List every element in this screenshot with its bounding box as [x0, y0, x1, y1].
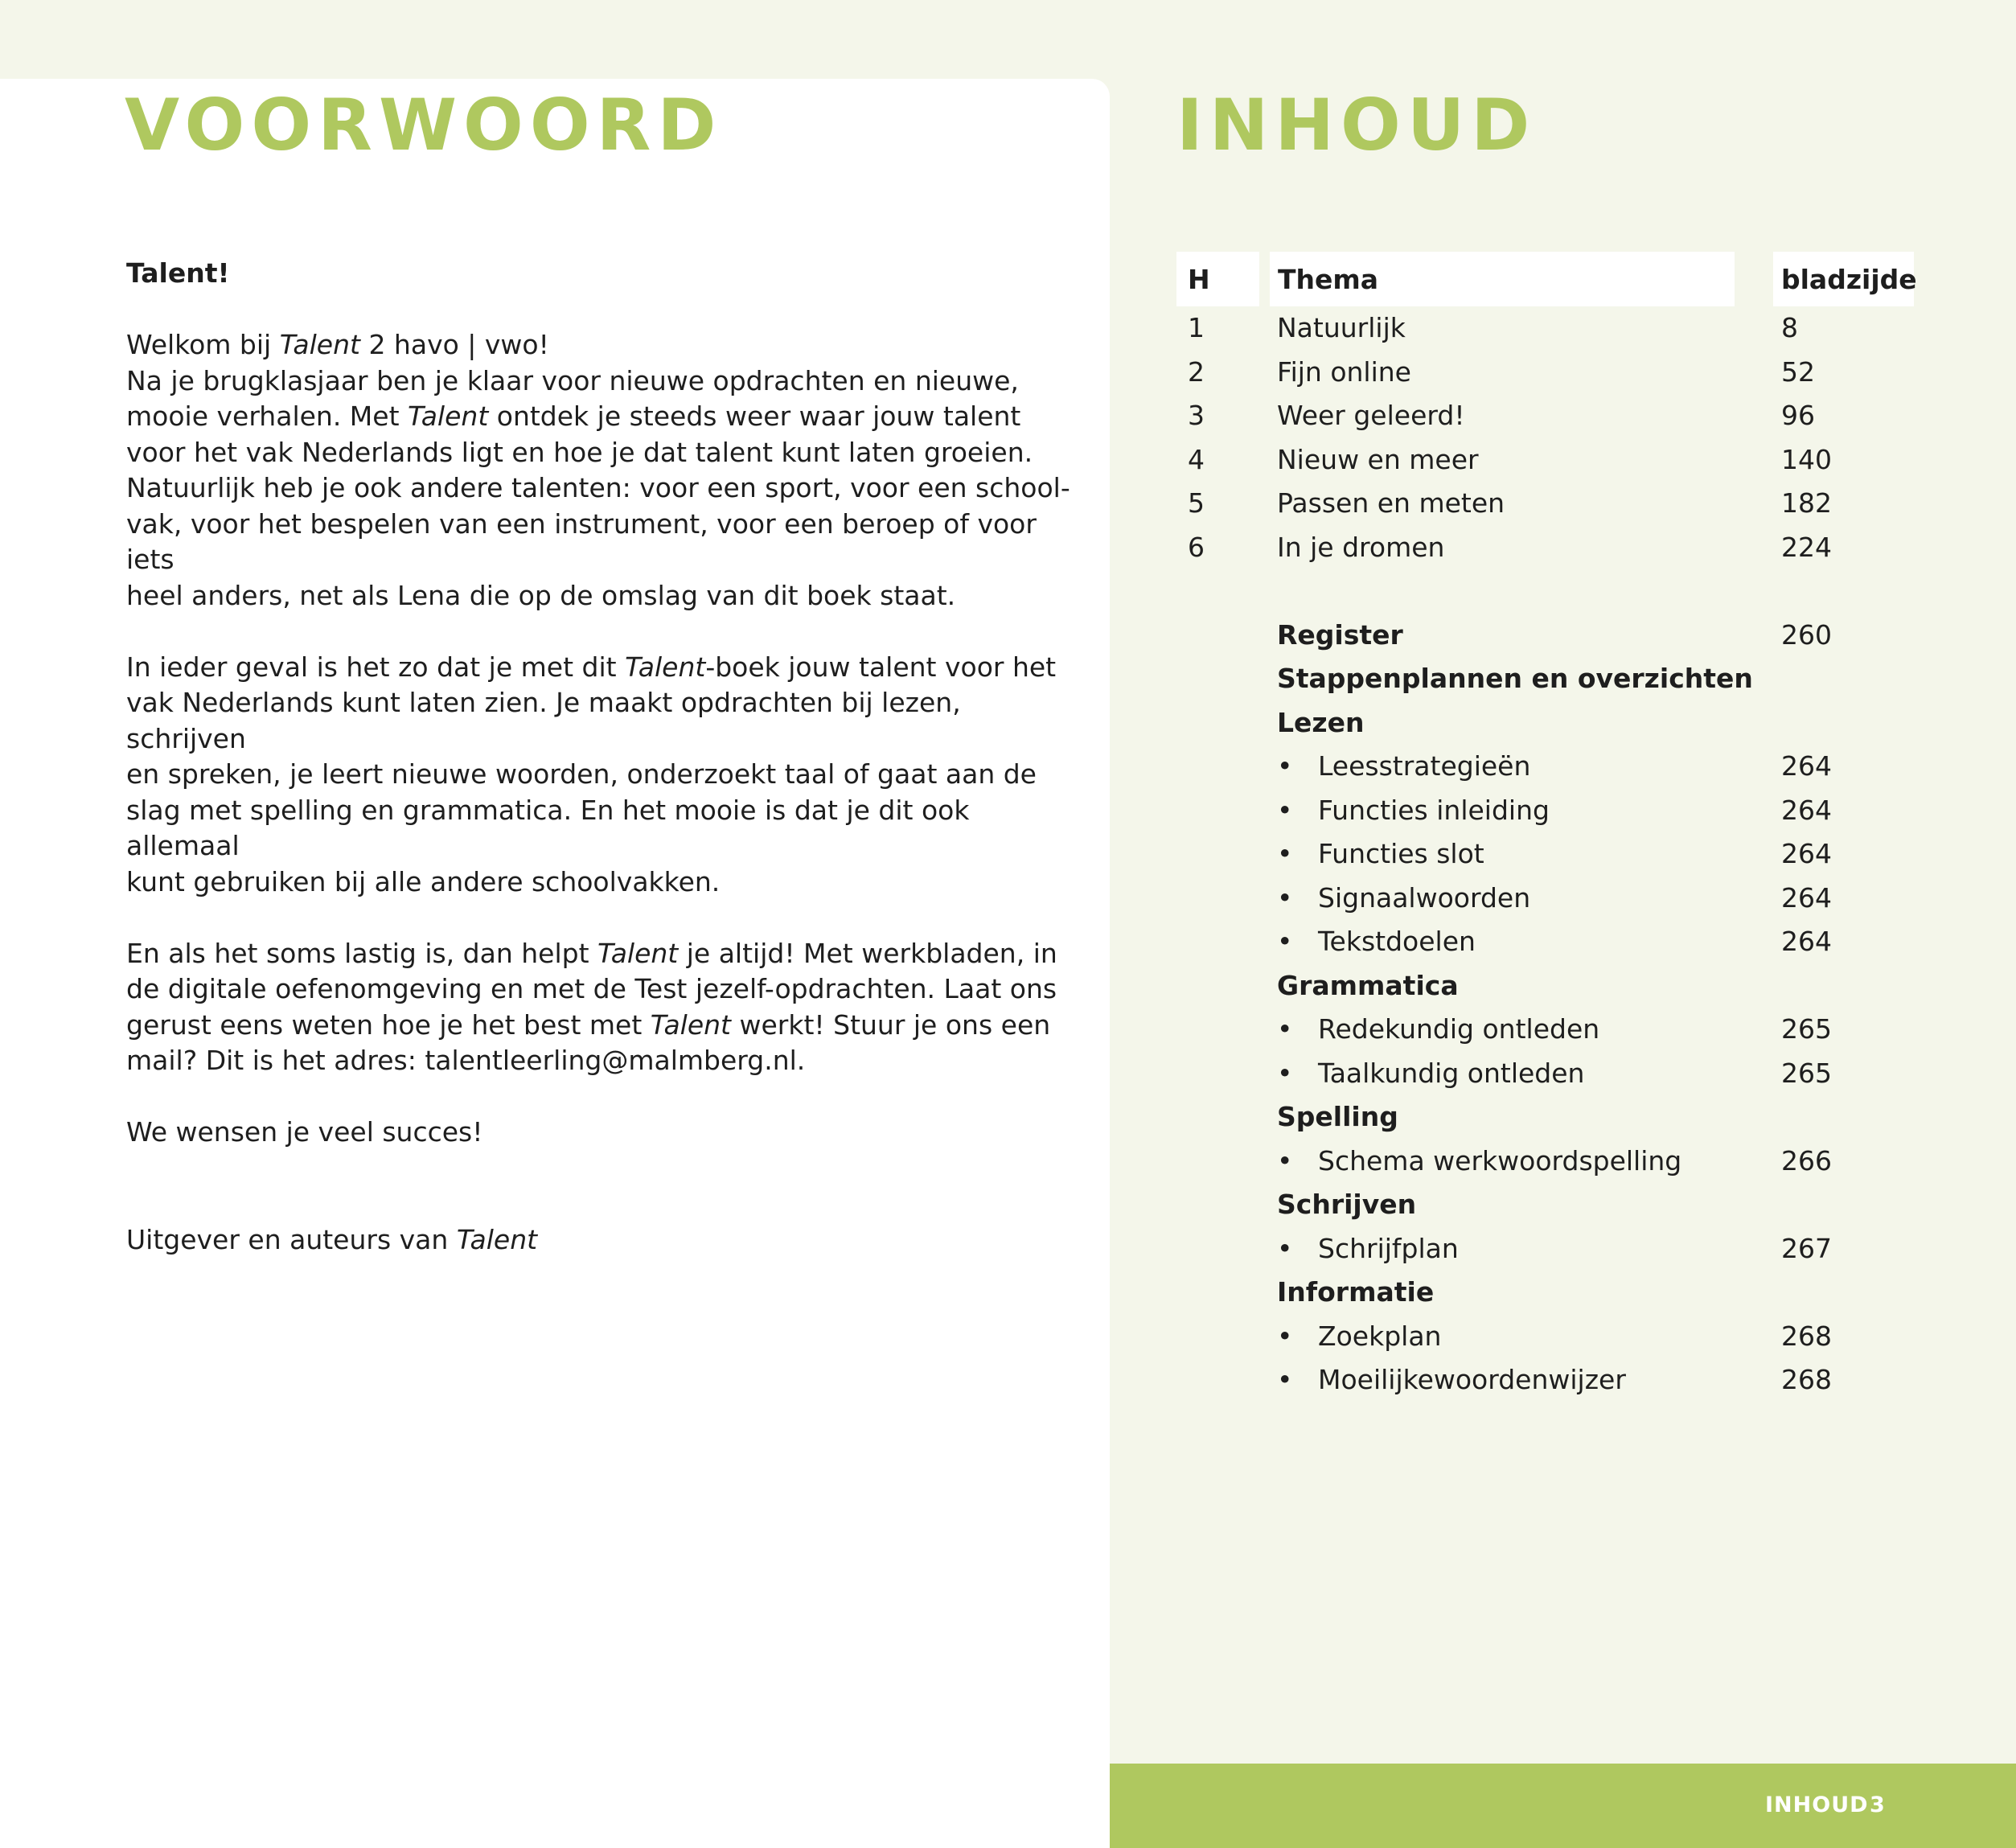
column-header-theme: Thema: [1270, 252, 1735, 306]
foreword-text: [126, 256, 1075, 1258]
toc-item[interactable]: • Redekundig ontleden 265: [1176, 1008, 1916, 1052]
toc-item[interactable]: • Zoekplan 268: [1176, 1315, 1916, 1359]
contents-heading: INHOUD: [1176, 84, 1537, 166]
bullet: •: [1277, 794, 1293, 826]
group-heading-schrijven: Schrijven: [1277, 1189, 1417, 1220]
chapter-row[interactable]: 2 Fijn online 52: [1188, 355, 1815, 388]
bullet: •: [1277, 1320, 1293, 1352]
toc-item[interactable]: • Leesstrategieën 264: [1176, 745, 1916, 789]
paragraph-line: gerust eens weten hoe je het best met Talent werkt! Stuur je ons een: [126, 1008, 1051, 1041]
bullet: •: [1277, 1364, 1293, 1395]
paragraph-line: heel anders, net als Lena die op de omslag van dit boek staat.: [126, 579, 956, 611]
paragraph-line: voor het vak Nederlands ligt en hoe je dat talent kunt laten groeien.: [126, 436, 1033, 468]
paragraph-line: en spreken, je leert nieuwe woorden, onderzoekt taal of gaat aan de: [126, 758, 1037, 790]
paragraph-line: mooie verhalen. Met Talent ontdek je steeds weer waar jouw talent: [126, 400, 1021, 432]
paragraph-line: Welkom bij Talent 2 havo | vwo!: [126, 329, 549, 360]
bullet: •: [1277, 881, 1293, 914]
bullet: •: [1277, 838, 1293, 869]
chapter-row[interactable]: 4 Nieuw en meer 140: [1188, 443, 1832, 475]
chapter-row[interactable]: 1 Natuurlijk 8: [1188, 312, 1798, 343]
paragraph-line: vak Nederlands kunt laten zien. Je maakt opdrachten bij lezen, schrijven: [126, 687, 961, 754]
signature: Uitgever en auteurs van Talent: [126, 1223, 538, 1255]
paragraph-line: In ieder geval is het zo dat je met dit Talent-boek jouw talent voor het: [126, 651, 1057, 683]
contents-header-row: [1176, 252, 1916, 306]
column-header-chapter: H: [1176, 252, 1259, 306]
chapter-row[interactable]: 3 Weer geleerd! 96: [1188, 400, 1815, 431]
chapter-row[interactable]: 5 Passen en meten 182: [1188, 487, 1832, 519]
footer-section-label: INHOUD: [1765, 1793, 1869, 1817]
bullet: •: [1277, 1013, 1293, 1045]
bullet: •: [1277, 1057, 1293, 1089]
greeting: Talent!: [126, 257, 230, 289]
bullet: •: [1277, 1232, 1293, 1264]
group-heading-grammatica: Grammatica: [1277, 969, 1459, 1001]
paragraph-line: En als het soms lastig is, dan helpt Talent je altijd! Met werkbladen, in: [126, 937, 1057, 969]
toc-item[interactable]: • Functies inleiding 264: [1176, 789, 1916, 833]
footer-bar: [1110, 1764, 2016, 1848]
toc-item[interactable]: • Signaalwoorden 264: [1176, 877, 1916, 921]
toc-item[interactable]: • Schrijfplan 267: [1176, 1227, 1916, 1271]
group-heading-informatie: Informatie: [1277, 1276, 1435, 1308]
register-row[interactable]: Register 260: [1277, 618, 1832, 651]
section-heading: Stappenplannen en overzichten: [1277, 663, 1753, 694]
toc-item[interactable]: • Taalkundig ontleden 265: [1176, 1052, 1916, 1096]
paragraph-line: slag met spelling en grammatica. En het mooie is dat je dit ook allemaal: [126, 794, 970, 861]
paragraph-line: de digitale oefenomgeving en met de Test jezelf-opdrachten. Laat ons: [126, 973, 1057, 1004]
paragraph-line: Na je brugklasjaar ben je klaar voor nieuwe opdrachten en nieuwe,: [126, 364, 1019, 396]
toc-item[interactable]: • Tekstdoelen 264: [1176, 920, 1916, 964]
chapter-row[interactable]: 6 In je dromen 224: [1188, 531, 1832, 563]
toc-item[interactable]: • Moeilijkewoordenwijzer 268: [1176, 1358, 1916, 1402]
paragraph-line: vak, voor het bespelen van een instrument, voor een beroep of voor iets: [126, 507, 1037, 575]
foreword-heading: VOORWOORD: [125, 84, 723, 166]
bullet: •: [1277, 926, 1293, 957]
group-heading-spelling: Spelling: [1277, 1101, 1398, 1132]
toc-item[interactable]: • Functies slot 264: [1176, 832, 1916, 877]
page-number: 3: [1870, 1793, 1885, 1817]
paragraph-line: mail? Dit is het adres: talentleerling@malmberg.nl.: [126, 1045, 806, 1076]
closing-line: We wensen je veel succes!: [126, 1116, 483, 1148]
paragraph-line: kunt gebruiken bij alle andere schoolvakken.: [126, 865, 721, 897]
bullet: •: [1277, 750, 1293, 782]
contents-table: [1176, 252, 1916, 1402]
column-header-page: bladzijde: [1773, 252, 1914, 306]
toc-item[interactable]: • Schema werkwoordspelling 266: [1176, 1140, 1916, 1184]
bullet: •: [1277, 1144, 1293, 1177]
paragraph-line: Natuurlijk heb je ook andere talenten: voor een sport, voor een school-: [126, 472, 1070, 503]
group-heading-lezen: Lezen: [1277, 706, 1365, 738]
